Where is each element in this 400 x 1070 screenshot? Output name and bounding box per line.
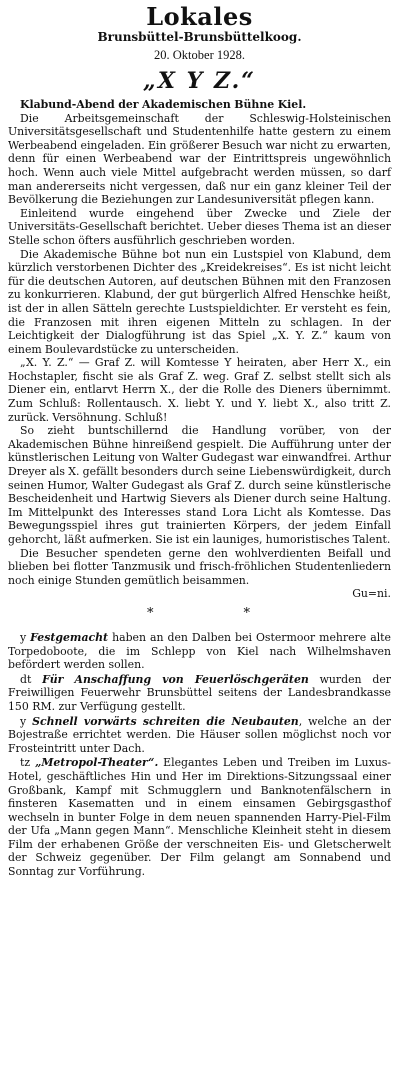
news-text: Elegantes Leben und Treiben im Luxus-Hotel, geschäftliches Hin und Her im Direktions-Sitzungssaal einer Großbank, Kampf mit Schmugglern und Banknotenfälschern in finsteren Kasematten und in einem einsamen Gebirgsgasthof wechseln in bunter Folge in dem neuen spannenden Harry-Piel-Film der Ufa „Mann gegen Mann“. Menschliche Kleinheit steht in diesem Film der erhabenen Größe der verschneiten Eis- und Gletscherwelt der Schweiz gegenüber. Der Film gelangt am Sonnabend und Sonntag zur Vorführung.: [8, 756, 391, 879]
article-klabund: [8, 68, 391, 601]
article-paragraph-6: [8, 547, 391, 588]
article-paragraph-3: Die Akademische Bühne bot nun ein Lustspiel von Klabund, dem kürzlich verstorbenen Dichter des „Kreidekreises“. Es ist nicht leicht für die deutschen Autoren, auf deutschen Bühnen mit den Franzosen zu konkurrieren. Klabund, der gut bürgerlich Alfred Henschke heißt, ist der in allen Sätteln gerechte Lustspieldichter. Er versteht es fein, die Franzosen mit ihren eigenen Mitteln zu schlagen. In der Leichtigkeit der Dialogführung ist das Spiel „X. Y. Z.“ kaum von einem Boulevardstücke zu unterscheiden.: [8, 247, 391, 356]
article-lead: Klabund-Abend der Akademischen Bühne Kiel.: [20, 98, 307, 111]
closing-text: Die Besucher spendeten gerne den wohlverdienten Beifall und blieben bei flotter Tanzmusik und frisch-fröhlichen Studentenliedern noch einige Stunden gemütlich beisammen.: [8, 546, 391, 587]
section-title: Lokales: [146, 2, 253, 31]
article-paragraph-1: Die Arbeitsgemeinschaft der Schleswig-Holsteinischen Universitätsgesellschaft und Studentenhilfe hatte gestern zu einem Werbeabend eingeladen. Ein größerer Besuch war nicht zu erwarten, denn für einen Werbeabend war der Eintrittspreis ungewöhnlich hoch. Wenn auch viele Mittel aufgebracht werden müssen, so darf man andererseits nicht vergessen, daß nur ein ganz kleiner Teil der Bevölkerung die Beziehungen zur Landesuniversität pflegen kann.: [8, 111, 391, 207]
article-paragraph-4: „X. Y. Z.“ — Graf Z. will Komtesse Y heiraten, aber Herr X., ein Hochstapler, fischt sie als Graf Z. weg. Graf Z. selbst stellt sich als Diener ein, entlarvt Herrn X., der die Rolle des Dieners übernimmt. Zum Schluß: Rollentausch. X. liebt Y. und Y. liebt X., also tritt Z. zurück. Versöhnung. Schluß!: [8, 356, 391, 424]
news-item: [8, 756, 391, 878]
news-prefix: tz: [20, 756, 31, 770]
issue-date: 20. Oktober 1928.: [154, 48, 245, 62]
separator-star: *: [147, 605, 156, 621]
article-signature: Gu=ni.: [352, 587, 391, 601]
separator-stars: [8, 605, 391, 623]
section-subtitle: Brunsbüttel-Brunsbüttelkoog.: [97, 30, 302, 44]
news-text: wurden der Freiwilligen Feuerwehr Brunsbüttel seitens der Landesbrandkasse 150 RM. zur Verfügung gestellt.: [8, 672, 391, 713]
news-prefix: y: [20, 630, 27, 644]
news-emphasis: „Metropol-Theater“.: [35, 756, 159, 770]
news-emphasis: Festgemacht: [30, 630, 109, 644]
news-item: [8, 631, 391, 672]
news-item: [8, 673, 391, 714]
news-emphasis: Schnell vorwärts schreiten die Neubauten: [32, 714, 299, 728]
article-paragraph-5: So zieht buntschillernd die Handlung vorüber, von der Akademischen Bühne hinreißend gespielt. Die Aufführung unter der künstlerischen Leitung von Walter Gudegast war einwandfrei. Arthur Dreyer als X. gefällt besonders durch seine Liebenswürdigkeit, durch seinen Humor, Walter Gudegast als Graf Z. durch seine künstlerische Bescheidenheit und Hartwig Sievers als Diener durch seine Haltung. Im Mittelpunkt des Interesses stand Lora Licht als Komtesse. Das Bewegungsspiel ihres gut trainierten Körpers, der jedem Einfall gehorcht, läßt aufmerken. Sie ist ein launiges, humoristisches Talent.: [8, 424, 391, 546]
news-text: , welche an der Bojestraße errichtet werden. Die Häuser sollen möglichst noch vor Frosteintritt unter Dach.: [8, 714, 391, 755]
separator-star: *: [243, 605, 252, 621]
news-text: haben an den Dalben bei Ostermoor mehrere alte Torpedoboote, die im Schlepp von Kiel nach Wilhelmshaven befördert werden sollen.: [8, 630, 392, 672]
local-news-list: [8, 631, 391, 879]
news-prefix: y: [20, 714, 27, 728]
article-headline: „X Y Z.“: [143, 68, 256, 94]
article-paragraph-2: Einleitend wurde eingehend über Zwecke und Ziele der Universitäts-Gesellschaft berichtet. Ueber dieses Thema ist an dieser Stelle schon öfters ausführlich geschrieben worden.: [8, 206, 391, 247]
news-prefix: dt: [20, 672, 32, 686]
news-item: [8, 715, 391, 756]
news-emphasis: Für Anschaffung von Feuerlöschgeräten: [42, 672, 309, 686]
